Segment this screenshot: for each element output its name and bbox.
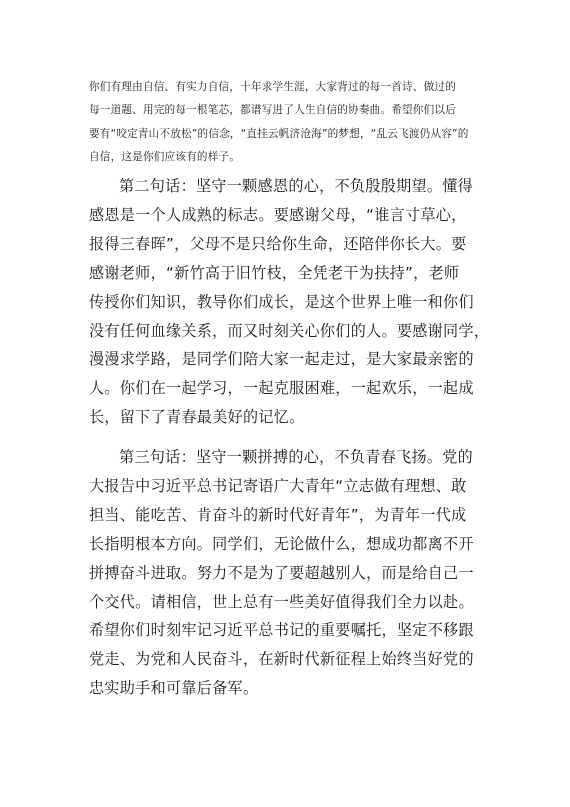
paragraph-line: 党走、为党和人民奋斗，在新时代新征程上始终当好党的 — [89, 650, 474, 669]
paragraph-line: 担当、能吃苦、肯奋斗的新时代好青年”，为青年一代成 — [89, 505, 467, 524]
intro-paragraph — [89, 76, 489, 169]
paragraph-line: 拼搏奋斗进取。努力不是为了要超越别人，而是给自己一 — [89, 563, 474, 582]
paragraph-line: 人。你们在一起学习，一起克服困难，一起欢乐，一起成 — [89, 379, 474, 398]
paragraph-line: 报得三春晖”，父母不是只给你生命，还陪伴你长大。要 — [89, 234, 467, 253]
paragraph-line: 漫漫求学路，是同学们陪大家一起走过，是大家最亲密的 — [89, 350, 474, 369]
paragraph-line: 第二句话：坚守一颗感恩的心，不负殷殷期望。懂得 — [119, 177, 474, 195]
paragraph-line: 没有任何血缘关系，而又时刻关心你们的人。要感谢同学， — [89, 321, 490, 340]
paragraph-line: 希望你们时刻牢记习近平总书记的重要嘱托，坚定不移跟 — [89, 621, 474, 640]
section-striving-paragraph — [89, 443, 489, 703]
paragraph-line: 忠实助手和可靠后备军。 — [89, 679, 259, 698]
intro-line: 你们有理由自信、有实力自信，十年求学生涯，大家背过的每一首诗、做过的 — [89, 81, 456, 93]
paragraph-line: 感恩是一个人成熟的标志。要感谢父母，“谁言寸草心， — [89, 205, 467, 224]
paragraph-line: 长指明根本方向。同学们，无论做什么，想成功都离不开 — [89, 534, 474, 553]
intro-line: 每一道题、用完的每一根笔芯，都谱写进了人生自信的协奏曲。希望你们以后 — [89, 104, 456, 117]
paragraph-line: 大报告中习近平总书记寄语广大青年“立志做有理想、敢 — [89, 476, 467, 495]
paragraph-line: 个交代。请相信，世上总有一些美好值得我们全力以赴。 — [89, 592, 474, 611]
paragraph-line: 传授你们知识，教导你们成长，是这个世界上唯一和你们 — [89, 292, 474, 311]
paragraph-line: 感谢老师，“新竹高于旧竹枝，全凭老干为扶持”，老师 — [89, 263, 460, 282]
paragraph-line: 第三句话：坚守一颗拼搏的心，不负青春飞扬。党的 — [119, 448, 474, 466]
intro-line: 要有“咬定青山不放松”的信念，“直挂云帆济沧海”的梦想，“乱云飞渡仍从容”的 — [89, 127, 469, 140]
section-gratitude-paragraph — [89, 172, 489, 432]
intro-line: 自信，这是你们应该有的样子。 — [89, 150, 241, 163]
paragraph-line: 长，留下了青春最美好的记忆。 — [89, 408, 305, 427]
